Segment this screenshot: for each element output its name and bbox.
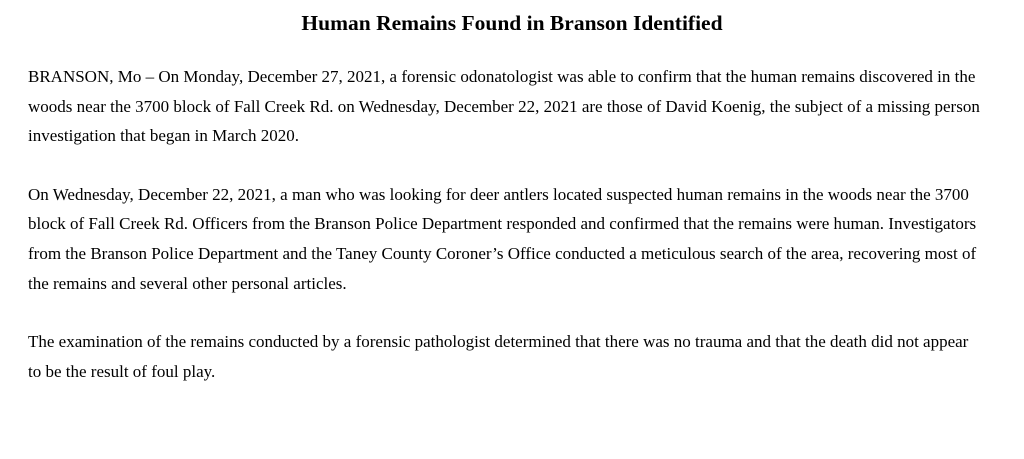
paragraph-examination: The examination of the remains conducted by a forensic pathologist determined that there was no trauma and that the death did not appear to be the result of foul play. [28, 332, 969, 381]
document-title: Human Remains Found in Branson Identified [301, 11, 723, 35]
paragraph-identification: BRANSON, Mo – On Monday, December 27, 2021, a forensic odonatologist was able to confirm that the human remains discovered in the woods near the 3700 block of Fall Creek Rd. on Wednesday, December 22, 2021 are those of David Koenig, the subject of a missing person investigation that began in March 2020. [28, 67, 980, 146]
paragraph-discovery: On Wednesday, December 22, 2021, a man who was looking for deer antlers located suspected human remains in the woods near the 3700 block of Fall Creek Rd. Officers from the Branson Police Department responded and confirmed that the remains were human. Investigators from the Branson Police Department and the Taney County Coroner’s Office conducted a meticulous search of the area, recovering most of the remains and several other personal articles. [28, 184, 977, 293]
